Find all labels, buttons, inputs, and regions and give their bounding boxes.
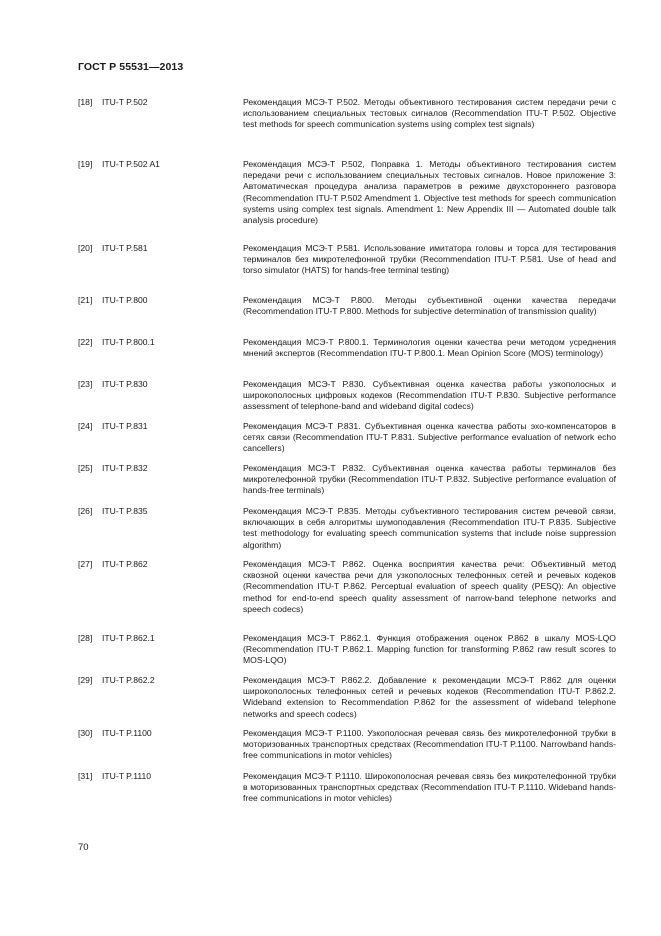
reference-code: ITU-T P.862 [102,559,148,569]
reference-text: Рекомендация МСЭ-Т Р.862.1. Функция отображения оценок Р.862 в шкалу MOS-LQO (Recommendation ITU-T P.862.1. Mapping function for transforming P.862 raw result scores to MOS-LQO) [243,633,616,666]
reference-text: Рекомендация МСЭ-Т Р.862.2. Добавление к рекомендации МСЭ-Т Р.862 для оценки широкополосных телефонных сетей и речевых кодеков (Recommendation ITU-T P.862.2. Wideband extension to Recommendation P.862 for the assessment of wideband telephone networks and speech codecs) [243,675,616,719]
reference-number: [27] [78,559,93,569]
reference-item [78,159,616,243]
reference-number: [28] [78,633,93,643]
reference-number: [26] [78,506,93,516]
reference-number: [23] [78,379,93,389]
reference-code: ITU-T P.830 [102,379,148,389]
reference-code: ITU-T P.502 [102,97,148,107]
reference-code: ITU-T P.862.2 [102,675,155,685]
reference-text: Рекомендация МСЭ-Т Р.1100. Узкополосная речевая связь без микротелефонной трубки в моторизованных транспортных средствах (Recommendation ITU-T P.1100. Narrowband hands-free communications in motor vehicles) [243,728,616,761]
reference-number: [30] [78,728,93,738]
reference-text: Рекомендация МСЭ-Т Р.862. Оценка восприятия качества речи: Объективный метод сквозной оценки качества речи для узкополосных телефонных сетей и речевых кодеков (Recommendation ITU-T P.862. Perceptual evaluation of speech quality (PESQ): An objective method for end-to-end speech quality assessment of narrow-band telephone networks and speech codecs) [243,559,616,614]
reference-text: Рекомендация МСЭ-Т Р.832. Субъективная оценка качества работы терминалов без микротелефонной трубки (Recommendation ITU-T P.832. Subjective performance evaluation of hands-free terminals) [243,463,616,496]
reference-code: ITU-T P.832 [102,463,148,473]
reference-code: ITU-T P.581 [102,243,148,253]
reference-number: [19] [78,159,93,169]
reference-item [78,421,616,463]
reference-code: ITU-T P.800 [102,295,148,305]
reference-text: Рекомендация МСЭ-Т Р.800. Методы субъективной оценки качества передачи (Recommendation ITU-T P.800. Methods for subjective determination of transmission quality) [243,295,616,317]
reference-item [78,379,616,421]
reference-text: Рекомендация МСЭ-Т Р.502. Методы объективного тестирования систем передачи речи с использованием специальных тестовых сигналов (Recommendation ITU-T P.502. Objective test methods for speech communication systems using complex test signals) [243,97,616,130]
reference-code: ITU-T P.502 A1 [102,159,160,169]
reference-number: [25] [78,463,93,473]
reference-item [78,337,616,379]
reference-item [78,728,616,771]
reference-item [78,771,616,805]
reference-code: ITU-T P.1100 [102,728,152,738]
reference-code: ITU-T P.835 [102,506,148,516]
reference-item [78,633,616,675]
reference-text: Рекомендация МСЭ-Т Р.835. Методы субъективного тестирования систем речевой связи, включающих в себя алгоритмы шумоподавления (Recommendation ITU-T P.835. Subjective test methodology for evaluating speech communication systems that include noise suppression algorithm) [243,506,616,550]
reference-text: Рекомендация МСЭ-Т Р.581. Использование имитатора головы и торса для тестирования терминалов без микротелефонной трубки (Recommendation ITU-T P.581. Use of head and torso simulator (HATS) for hands-free terminal testing) [243,243,616,276]
document-title: ГОСТ Р 55531—2013 [78,61,184,73]
reference-number: [31] [78,771,93,781]
reference-number: [24] [78,421,93,431]
reference-item [78,463,616,506]
reference-text: Рекомендация МСЭ-Т Р.502, Поправка 1. Методы объективного тестирования систем передачи речи с использованием специальных тестовых сигналов. Новое приложение 3: Автоматическая процедура анализа параметров в режиме двухстороннего разговора (Recommendation ITU-T P.502 Amendment 1. Objective test methods for speech communication systems using complex test signals. Amendment 1: New Appendix III — Automated double talk analysis procedure) [243,159,616,226]
reference-text: Рекомендация МСЭ-Т Р.800.1. Терминология оценки качества речи методом усреднения мнений экспертов (Recommendation ITU-T P.800.1. Mean Opinion Score (MOS) terminology) [243,337,616,359]
reference-item [78,559,616,633]
reference-number: [29] [78,675,93,685]
reference-item [78,506,616,559]
reference-text: Рекомендация МСЭ-Т Р.831. Субъективная оценка качества работы эхо-компенсаторов в сетях связи (Recommendation ITU-T P.831. Subjective performance evaluation of network echo cancellers) [243,421,616,454]
reference-list [78,97,616,805]
reference-number: [18] [78,97,93,107]
reference-text: Рекомендация МСЭ-Т Р.1110. Широкополосная речевая связь без микротелефонной трубки в моторизованных транспортных средствах (Recommendation ITU-T P.1110. Wideband hands-free communications in motor vehicles) [243,771,616,804]
reference-item [78,675,616,728]
reference-code: ITU-T P.1110 [102,771,152,781]
page-number: 70 [78,842,89,853]
reference-item [78,97,616,159]
reference-code: ITU-T P.862.1 [102,633,155,643]
reference-text: Рекомендация МСЭ-Т Р.830. Субъективная оценка качества работы узкополосных и широкополосных цифровых кодеков (Recommendation ITU-T P.830. Subjective performance assessment of telephone-band and wideband digital codecs) [243,379,616,412]
reference-item [78,243,616,295]
reference-number: [21] [78,295,93,305]
reference-number: [20] [78,243,93,253]
reference-code: ITU-T P.831 [102,421,148,431]
reference-code: ITU-T P.800.1 [102,337,155,347]
reference-item [78,295,616,337]
reference-number: [22] [78,337,93,347]
